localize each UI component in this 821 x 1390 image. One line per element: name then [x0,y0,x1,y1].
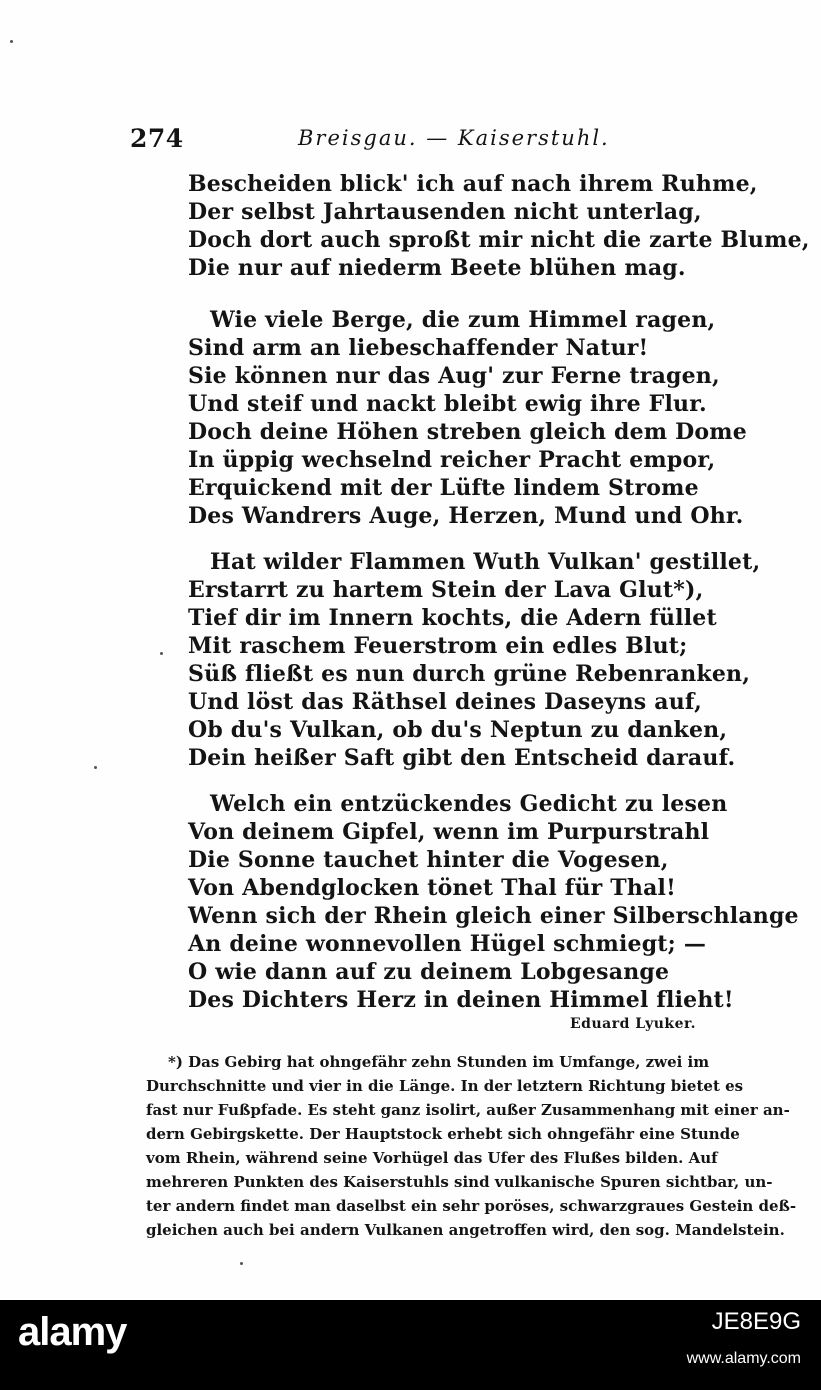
print-speck [160,652,163,655]
poem-line: Wie viele Berge, die zum Himmel ragen, [210,307,716,333]
footnote-line: *) Das Gebirg hat ohngefähr zehn Stunden im Umfange, zwei im [168,1053,710,1071]
print-speck [94,766,97,769]
poem-line: Erstarrt zu hartem Stein der Lava Glut*), [188,577,704,603]
poem-line: Bescheiden blick' ich auf nach ihrem Ruhme, [188,171,758,197]
footnote-line: fast nur Fußpfade. Es steht ganz isolirt, außer Zusammenhang mit einer an- [146,1101,790,1119]
running-head: Breisgau. — Kaiserstuhl. [298,126,610,150]
poem-line: Und steif und nackt bleibt ewig ihre Flur. [188,391,707,417]
poem-line: O wie dann auf zu deinem Lobgesange [188,959,670,985]
poem-line: Des Wandrers Auge, Herzen, Mund und Ohr. [188,503,744,529]
poem-line: Von Abendglocken tönet Thal für Thal! [188,875,676,901]
author-signature: Eduard Lyuker. [570,1016,696,1032]
footnote-line: vom Rhein, während seine Vorhügel das Ufer des Flußes bilden. Auf [146,1149,718,1167]
footnote-line: Durchschnitte und vier in die Länge. In der letztern Richtung bietet es [146,1077,744,1095]
poem-line: Sind arm an liebeschaffender Natur! [188,335,649,361]
watermark-url: www.alamy.com [686,1350,801,1367]
print-speck [240,1262,243,1265]
footnote-line: ter andern findet man daselbst ein sehr poröses, schwarzgraues Gestein deß- [146,1197,797,1215]
poem-line: Sie können nur das Aug' zur Ferne tragen, [188,363,720,389]
poem-line: Die nur auf niederm Beete blühen mag. [188,255,686,281]
poem-line: Wenn sich der Rhein gleich einer Silberschlange [188,903,799,929]
poem-line: In üppig wechselnd reicher Pracht empor, [188,447,716,473]
page-number: 274 [130,124,184,153]
print-speck [10,40,13,43]
poem-line: Ob du's Vulkan, ob du's Neptun zu danken, [188,717,728,743]
poem-line: Dein heißer Saft gibt den Entscheid darauf. [188,745,736,771]
poem-line: Der selbst Jahrtausenden nicht unterlag, [188,199,702,225]
page-header [130,124,730,164]
footnote-line: gleichen auch bei andern Vulkanen angetroffen wird, den sog. Mandelstein. [146,1221,785,1239]
watermark-band [0,1300,821,1390]
image-id: JE8E9G [711,1308,801,1335]
poem-line: Von deinem Gipfel, wenn im Purpurstrahl [188,819,710,845]
footnote-line: mehreren Punkten des Kaiserstuhls sind vulkanische Spuren sichtbar, un- [146,1173,773,1191]
footnote-line: dern Gebirgskette. Der Hauptstock erhebt sich ohngefähr eine Stunde [146,1125,740,1143]
stanza-2 [188,306,747,530]
poem-line: Doch dort auch sproßt mir nicht die zarte Blume, [188,227,810,253]
poem-line: Tief dir im Innern kochts, die Adern füllet [188,605,717,631]
poem-line: Mit raschem Feuerstrom ein edles Blut; [188,633,688,659]
stanza-4 [188,790,799,1014]
poem-line: Des Dichters Herz in deinen Himmel flieht! [188,987,734,1013]
poem-line: An deine wonnevollen Hügel schmiegt; — [188,931,707,957]
stanza-3 [188,548,760,772]
poem-line: Erquickend mit der Lüfte lindem Strome [188,475,699,501]
alamy-logo: alamy [18,1310,127,1354]
poem-line: Und löst das Räthsel deines Daseyns auf, [188,689,702,715]
stanza-1 [188,170,810,282]
poem-line: Welch ein entzückendes Gedicht zu lesen [210,791,728,817]
footnote [146,1050,797,1242]
poem-line: Doch deine Höhen streben gleich dem Dome [188,419,747,445]
poem-line: Hat wilder Flammen Wuth Vulkan' gestillet, [210,549,761,575]
poem-line: Die Sonne tauchet hinter die Vogesen, [188,847,669,873]
poem-line: Süß fließt es nun durch grüne Rebenranken, [188,661,751,687]
